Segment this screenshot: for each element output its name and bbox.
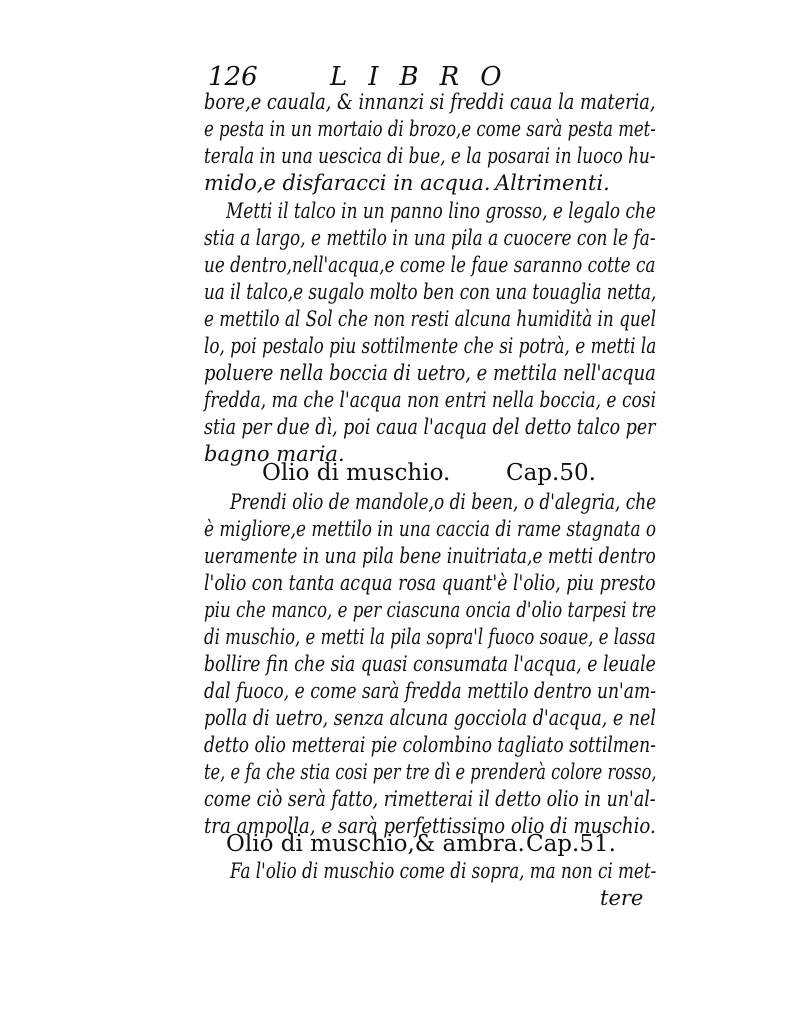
text-line: Fa l'olio di muschio come di sopra, ma non ci met- — [230, 859, 657, 883]
catchword: tere — [600, 886, 644, 910]
text-line: bore,e cauala, & innanzi si freddi caua la materia, — [204, 90, 656, 114]
text-line: Metti il talco in un panno lino grosso, e legalo che — [226, 199, 656, 223]
running-title: LIBRO — [330, 62, 523, 92]
text-line: polla di uetro, senza alcuna gocciola d'acqua, e nel — [204, 706, 656, 730]
text-line: mido,e disfaracci in acqua. — [204, 171, 491, 195]
text-line: ueramente in una pila bene inuitriata,e metti dentro — [204, 544, 656, 568]
text-line: di muschio, e metti la pila sopra'l fuoco soaue, e lassa — [204, 625, 656, 649]
text-line: piu che manco, e per ciascuna oncia d'olio tarpesi tre — [204, 598, 657, 622]
page-number: 126 — [208, 62, 258, 92]
text-line: stia per due dì, poi caua l'acqua del detto talco per — [204, 415, 656, 439]
text-line: e mettilo al Sol che non resti alcuna humidità in quel — [204, 307, 656, 331]
text-line: è migliore,e mettilo in una caccia di rame stagnata o — [204, 517, 657, 541]
text-line: dal fuoco, e come sarà fredda mettilo dentro un'am- — [204, 679, 657, 703]
text-line: ue dentro,nell'acqua,e come le faue saranno cotte ca — [204, 253, 656, 277]
text-line: te, e fa che stia cosi per tre dì e prenderà colore rosso, — [204, 760, 657, 784]
chapter-number: Cap.51. — [526, 831, 616, 857]
altrimenti-heading: Altrimenti. — [495, 171, 610, 195]
text-line: ua il talco,e sugalo molto ben con una touaglia netta, — [204, 280, 657, 304]
text-line: fredda, ma che l'acqua non entri nella boccia, e cosi — [204, 388, 657, 412]
text-line: bollire fin che sia quasi consumata l'acqua, e leuale — [204, 652, 656, 676]
text-line: bagno maria. — [204, 442, 345, 466]
chapter-number: Cap.50. — [506, 460, 596, 486]
text-line: l'olio con tanta acqua rosa quant'è l'olio, piu presto — [204, 571, 656, 595]
text-line: detto olio metterai pie colombino tagliato sottilmen- — [204, 733, 656, 757]
text-line: tra ampolla, e sarà perfettissimo olio di muschio. — [204, 814, 656, 838]
text-line: poluere nella boccia di uetro, e mettila nell'acqua — [204, 361, 656, 385]
section-title: Olio di muschio,& ambra. — [226, 831, 525, 857]
text-line: e pesta in un mortaio di brozo,e come sarà pesta met- — [204, 117, 656, 141]
text-line: stia a largo, e mettilo in una pila a cuocere con le fa- — [204, 226, 656, 250]
text-line: terala in una uescica di bue, e la posarai in luoco hu- — [204, 144, 656, 168]
section-title: Olio di muschio. — [262, 460, 451, 486]
text-line: lo, poi pestalo piu sottilmente che si potrà, e metti la — [204, 334, 657, 358]
text-line: come ciò serà fatto, rimetterai il detto olio in un'al- — [204, 787, 656, 811]
text-line: Prendi olio de mandole,o di been, o d'alegria, che — [230, 490, 657, 514]
